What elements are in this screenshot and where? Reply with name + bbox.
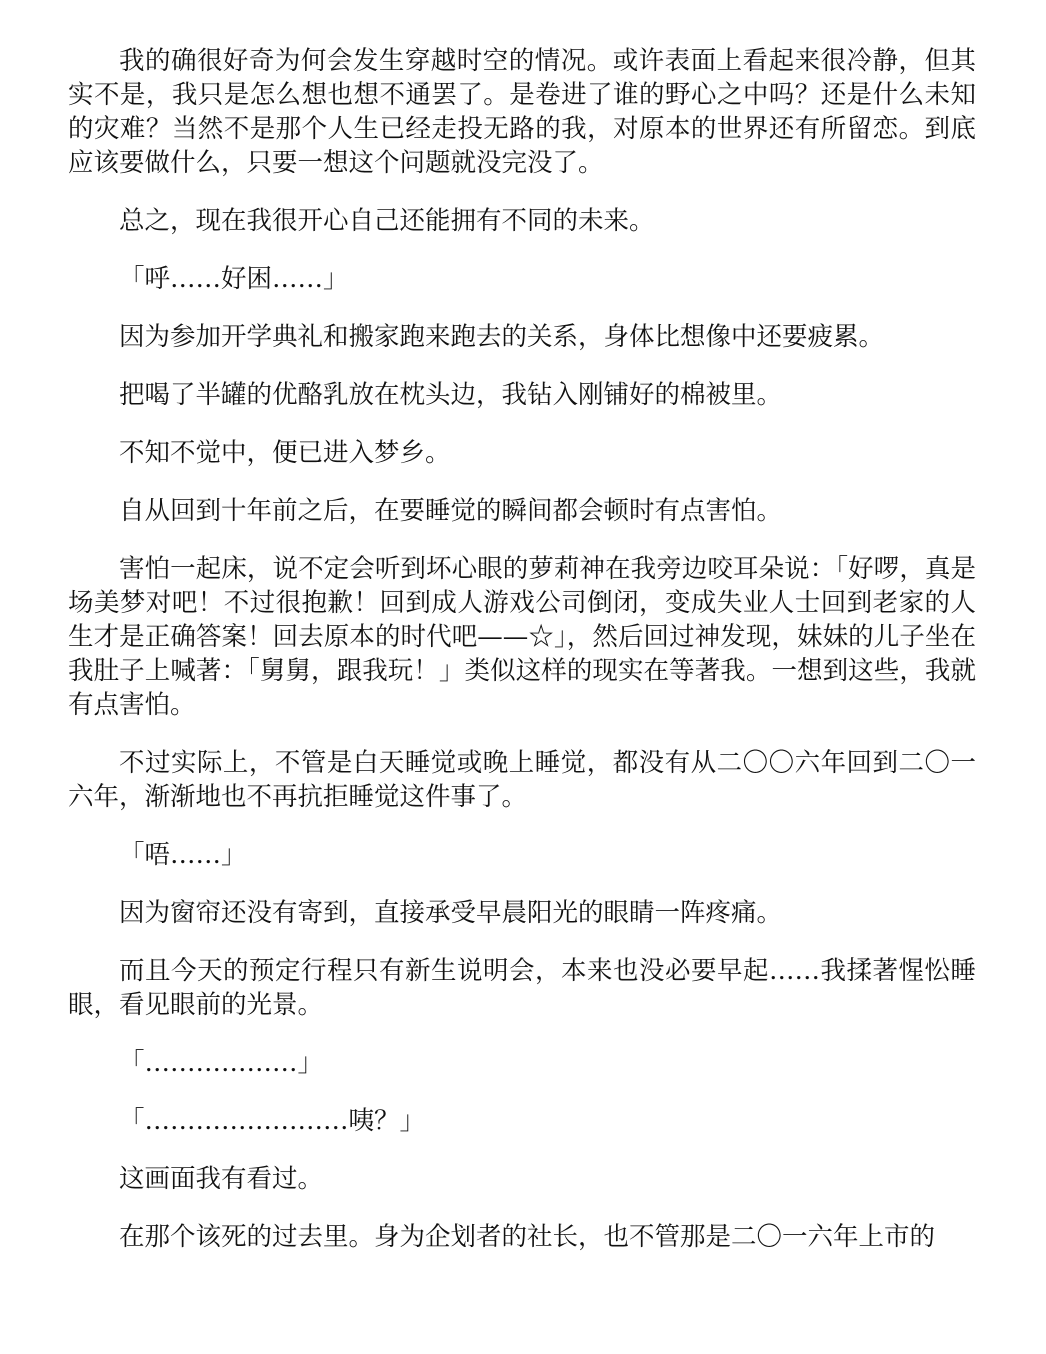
paragraph-3: 「呼……好困……」 bbox=[119, 264, 349, 294]
paragraph-8: 害怕一起床，说不定会听到坏心眼的萝莉神在我旁边咬耳朵说：「好啰，真是场美梦对吧！不过很抱歉！回到成人游戏公司倒闭，变成失业人士回到老家的人生才是正确答案！回去原本的时代吧——☆」，然后回过神发现，妹妹的儿子坐在我肚子上喊著：「舅舅，跟我玩！」类似这样的现实在等著我。一想到这些，我就有点害怕。 bbox=[68, 554, 976, 720]
paragraph-4: 因为参加开学典礼和搬家跑来跑去的关系，身体比想像中还要疲累。 bbox=[119, 322, 885, 352]
document-page bbox=[68, 44, 976, 1278]
paragraph-5: 把喝了半罐的优酪乳放在枕头边，我钻入刚铺好的棉被里。 bbox=[119, 380, 783, 410]
paragraph-1: 我的确很好奇为何会发生穿越时空的情况。或许表面上看起来很冷静，但其实不是，我只是怎么想也想不通罢了。是卷进了谁的野心之中吗？还是什么未知的灾难？当然不是那个人生已经走投无路的我，对原本的世界还有所留恋。到底应该要做什么，只要一想这个问题就没完没了。 bbox=[68, 46, 976, 178]
paragraph-15: 这画面我有看过。 bbox=[119, 1164, 324, 1194]
paragraph-2: 总之，现在我很开心自己还能拥有不同的未来。 bbox=[119, 206, 655, 236]
paragraph-12: 而且今天的预定行程只有新生说明会，本来也没必要早起……我揉著惺忪睡眼，看见眼前的光景。 bbox=[68, 956, 976, 1020]
paragraph-16: 在那个该死的过去里。身为企划者的社长，也不管那是二〇一六年上市的 bbox=[119, 1222, 936, 1252]
paragraph-7: 自从回到十年前之后，在要睡觉的瞬间都会顿时有点害怕。 bbox=[119, 496, 783, 526]
paragraph-6: 不知不觉中，便已进入梦乡。 bbox=[119, 438, 451, 468]
paragraph-10: 「唔……」 bbox=[119, 840, 247, 870]
paragraph-9: 不过实际上，不管是白天睡觉或晚上睡觉，都没有从二〇〇六年回到二〇一六年，渐渐地也不再抗拒睡觉这件事了。 bbox=[68, 748, 976, 812]
paragraph-13: 「………………」 bbox=[119, 1048, 324, 1078]
paragraph-11: 因为窗帘还没有寄到，直接承受早晨阳光的眼睛一阵疼痛。 bbox=[119, 898, 783, 928]
paragraph-14: 「……………………咦？」 bbox=[119, 1106, 426, 1136]
